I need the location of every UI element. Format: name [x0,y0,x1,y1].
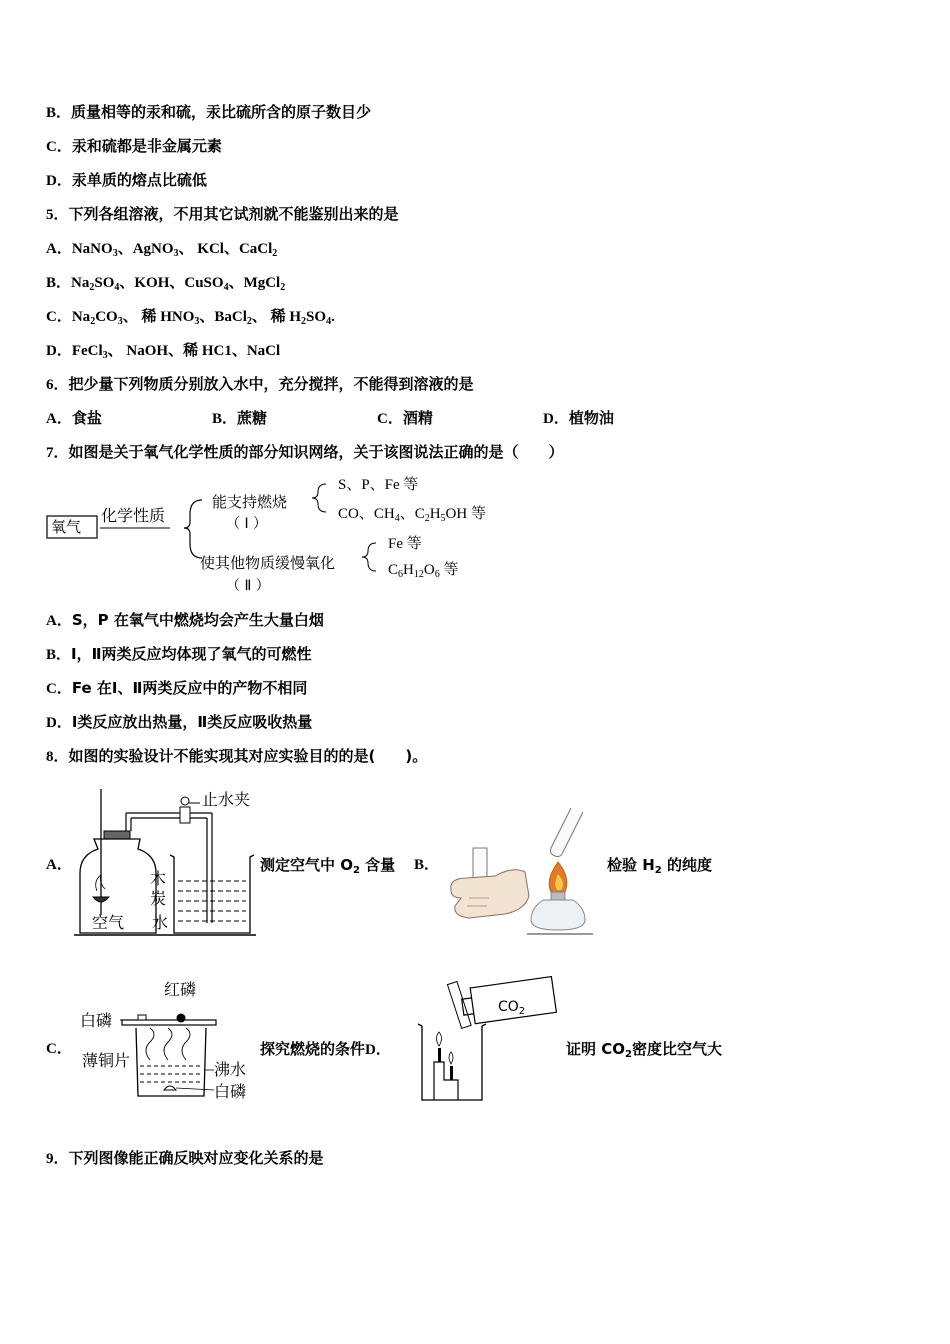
q7-option-c: C．Fe 在Ⅰ、Ⅱ两类反应中的产物不相同 [46,679,308,697]
type2-example-a: Fe 等 [388,536,422,552]
q8-option-b-caption: 检验 $H_2$ 的纯度 [607,856,712,876]
boiling-water-label: 沸水 [214,1060,247,1079]
flame-wisp [96,875,105,891]
oxygen-label: 氧气 [51,518,82,536]
q6-stem: 6．把少量下列物质分别放入水中，充分搅拌，不能得到溶液的是 [46,375,474,393]
q4-option-c: C．汞和硫都是非金属元素 [46,137,222,155]
hydrogen-purity-apparatus [445,800,605,938]
chemical-property-label: 化学性质 [101,506,166,525]
q5-option-b: B．$Na_2SO_4$、KOH、CuSO$_4$、MgCl$_2$ [46,275,286,293]
white-phosphorus-bottom-pointer [176,1088,214,1090]
oxygen-knowledge-network [44,470,514,598]
type2-label: 使其他物质缓慢氧化 [200,554,336,572]
type1-example-b: CO、$CH_4$、$C_2H_5OH$ 等 [338,506,486,524]
alcohol-lamp [531,900,585,930]
flame-low [449,1052,453,1064]
white-phosphorus-bottom-label: 白磷 [214,1082,247,1101]
type1-brace [312,484,326,512]
q9-stem: 9．下列图像能正确反映对应变化关系的是 [46,1149,324,1167]
boiling-water [140,1066,202,1082]
q4-option-b: B．质量相等的汞和硫，汞比硫所含的原子数目少 [46,103,372,121]
combustion-spoon [93,897,109,902]
apparatus-d-drawing [414,976,564,1106]
red-phosphorus-dot [177,1014,186,1023]
type2-brace [362,543,376,571]
combustion-conditions-apparatus [80,976,258,1106]
red-phosphorus-label: 红磷 [164,980,197,999]
q7-option-d: D．Ⅰ类反应放出热量，Ⅱ类反应吸收热量 [46,713,313,731]
type1-number: （ Ⅰ ） [226,516,268,532]
type1-label: 能支持燃烧 [212,493,288,511]
copper-sheet-label: 薄铜片 [82,1051,131,1070]
candle-low [450,1066,453,1080]
type1-example-a: S、P、Fe 等 [338,477,419,493]
q7-option-b: B．Ⅰ，Ⅱ两类反应均体现了氧气的可燃性 [46,645,312,663]
q6-option-b: B．蔗糖 [212,409,268,427]
q5-option-a: A．NaNO$_3$、AgNO$_3$、 KCl、CaCl$_2$ [46,241,278,259]
q6-option-c: C．酒精 [377,409,433,427]
q8-option-d-caption: 证明 $CO_2$密度比空气大 [566,1040,722,1060]
q7-stem: 7．如图是关于氧气化学性质的部分知识网络，关于该图说法正确的是（ ） [46,443,564,461]
white-phosphorus-top-dot [138,1015,146,1020]
copper-sheet [122,1020,216,1025]
q8-option-a-caption: 测定空气中 $O_2$ 含量 [260,856,396,876]
hand [451,870,529,918]
flame-high [437,1032,442,1046]
clamp-label: 止水夹 [202,790,251,809]
water-clamp [180,807,190,823]
main-brace [184,500,202,558]
q5-stem: 5．下列各组溶液，不用其它试剂就不能鉴别出来的是 [46,205,399,223]
test-tube-inverted [551,808,584,857]
steam-wisps [146,1028,190,1060]
oxygen-content-apparatus [74,785,260,940]
q5-option-c: C．$Na_2CO_3$、 稀 $HNO_3$、BaCl$_2$、 稀 $H_2SO_4$. [46,309,335,327]
q7-option-a: A．S，P 在氧气中燃烧均会产生大量白烟 [46,611,324,629]
white-phosphorus-top-label: 白磷 [80,1011,113,1030]
co2-density-apparatus [414,976,564,1106]
q6-option-d: D．植物油 [543,409,614,427]
glass-plate [447,982,471,1029]
bottle-stopper [104,831,130,839]
q5-option-d: D．FeCl$_3$、 NaOH、稀 HC1、NaCl [46,343,281,361]
co2-bottle-label: $CO_2$ [498,999,526,1017]
water-clamp-knob [181,797,189,805]
q4-option-d: D．汞单质的熔点比硫低 [46,171,207,189]
q8-option-b-label: B． [414,857,440,873]
air-label: 空气 [92,913,125,932]
q8-option-c-label: C． [46,1041,72,1057]
q6-option-a: A．食盐 [46,409,102,427]
q8-option-c-caption: 探究燃烧的条件D． [260,1040,391,1058]
type2-example-b: $C_6H_{12}O_6$ 等 [388,562,459,580]
q8-stem: 8．如图的实验设计不能实现其对应实验目的的是( )。 [46,747,428,765]
candle-high [438,1048,441,1062]
charcoal-label: 木炭 [150,869,167,908]
lamp-wick-holder [551,892,565,900]
stepped-stand [434,1062,458,1100]
apparatus-b-drawing [445,800,605,938]
type2-number: （ Ⅱ ） [226,578,270,594]
q8-option-a-label: A． [46,857,72,873]
white-phosphorus-bottom-dot [164,1086,176,1090]
water-label: 水 [152,913,169,932]
